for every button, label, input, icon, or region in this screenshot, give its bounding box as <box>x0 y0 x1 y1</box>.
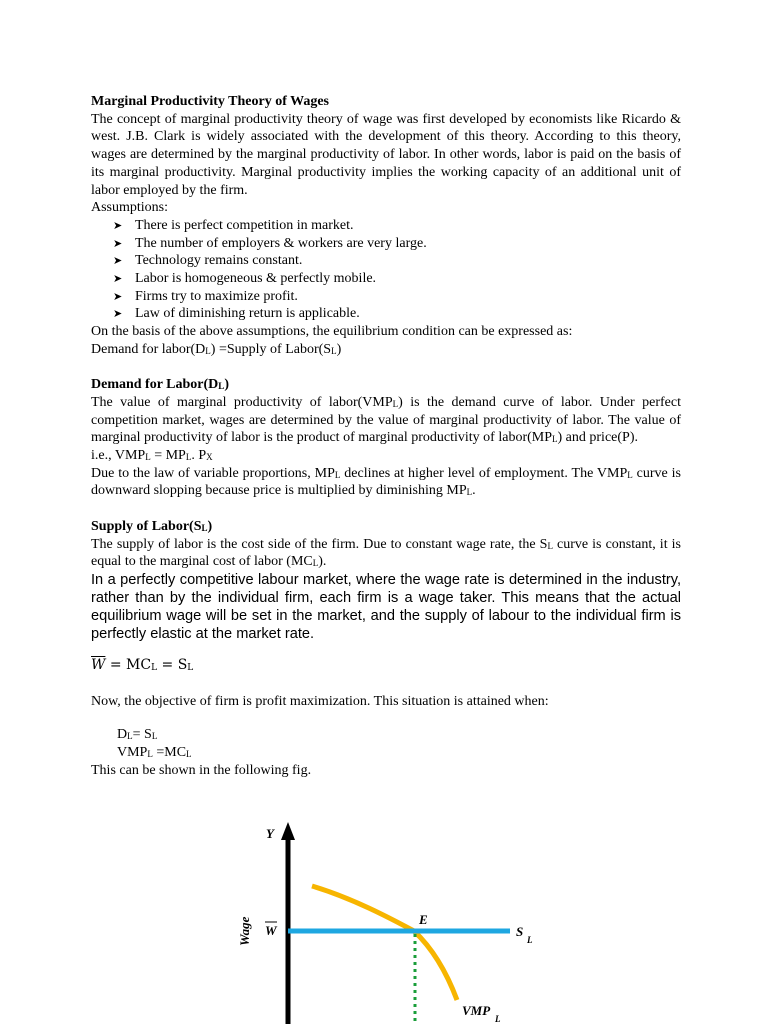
demand-explanation: Due to the law of variable proportions, $MP_L$ declines at higher level of employment. The $VMP_L$ curve is downward slopping because price is multiplied by diminishing $MP_L$. <box>91 465 682 499</box>
assumptions-list <box>91 217 681 323</box>
demand-paragraph: The value of marginal productivity of $labor(VMP_L)$ is the demand curve of labor. Under perfect competition market, wages are determined by the value of marginal productivity of labor. The value of marginal productivity of labor is the product of marginal productivity of $labor(MP_L)$ and price(P). <box>91 394 681 446</box>
list-item: ➤ There is perfect competition in market. <box>113 217 354 233</box>
assumptions-label: Assumptions: <box>91 200 169 216</box>
document-page <box>91 93 681 779</box>
arrow-bullet-icon: ➤ <box>113 272 123 286</box>
arrow-bullet-icon: ➤ <box>113 289 123 303</box>
arrow-bullet-icon: ➤ <box>113 236 123 250</box>
objective-paragraph: Now, the objective of firm is profit maximization. This situation is attained when: <box>91 693 549 709</box>
intro-paragraph: The concept of marginal productivity theory of wage was first developed by economists like Ricardo & west. J.B. Clark is widely associated with the development of this theory. According to this theory, wages are determined by the marginal productivity of labor. In other words, labor is paid on the basis of its marginal productivity. Marginal productivity implies the working capacity of an additional unit of labor employed by the firm. <box>91 111 681 198</box>
list-item: ➤ Technology remains constant. <box>113 253 303 269</box>
supply-curve-label: S <box>516 924 524 939</box>
list-item: ➤ Law of diminishing return is applicable. <box>113 306 360 322</box>
vmp-curve-sub: L <box>495 1014 501 1024</box>
equilibrium-condition: Demand for $labor(D_L)$ =Supply of $Labor(S_L)$ <box>91 341 342 357</box>
wage-equation: $\overline{W} = MC_L = S_L$ <box>91 656 194 673</box>
w-bar-label: W <box>265 923 277 938</box>
supply-paragraph: The supply of labor is the cost side of the firm. Due to constant wage rate, the $S_L$ curve is constant, it is equal to the marginal cost of labor $(MC_L)$. <box>91 536 681 570</box>
page-title: Marginal Productivity Theory of Wages <box>91 94 329 109</box>
condition-one: $D_L= S_L$ <box>117 727 158 743</box>
wage-axis-label: Wage <box>237 916 252 946</box>
equilibrium-intro: On the basis of the above assumptions, the equilibrium condition can be expressed as: <box>91 324 573 340</box>
equilibrium-point-label: E <box>419 912 428 927</box>
y-axis-label: Y <box>266 826 274 841</box>
list-item: ➤ The number of employers & workers are very large. <box>113 235 427 251</box>
supply-explanation: In a perfectly competitive labour market, where the wage rate is determined in the industry, rather than by the individual firm, each firm is a wage taker. This means that the actual equilibrium wage will be set in the market, and the supply of labour to the individual firm is perfectly elastic at the market rate. <box>91 571 681 642</box>
arrow-bullet-icon: ➤ <box>113 254 123 268</box>
supply-curve-sub: L <box>527 935 533 945</box>
list-item: ➤ Firms try to maximize profit. <box>113 288 298 304</box>
condition-two: $VMP_L =MC_L$ <box>117 745 192 761</box>
figure-intro: This can be shown in the following fig. <box>91 762 312 778</box>
demand-formula: i.e., $VMP_L = MP_L$. $P_X$ <box>91 448 213 464</box>
demand-heading: Demand for $Labor(D_L)$ <box>91 377 229 393</box>
y-axis-arrow-icon <box>281 822 295 840</box>
vmp-demand-curve <box>312 886 457 1000</box>
vmp-curve-label: VMP <box>462 1003 491 1018</box>
arrow-bullet-icon: ➤ <box>113 307 123 321</box>
arrow-bullet-icon: ➤ <box>113 218 123 232</box>
supply-heading: Supply of $Labor(S_L)$ <box>91 518 213 534</box>
list-item: ➤ Labor is homogeneous & perfectly mobile. <box>113 271 377 287</box>
